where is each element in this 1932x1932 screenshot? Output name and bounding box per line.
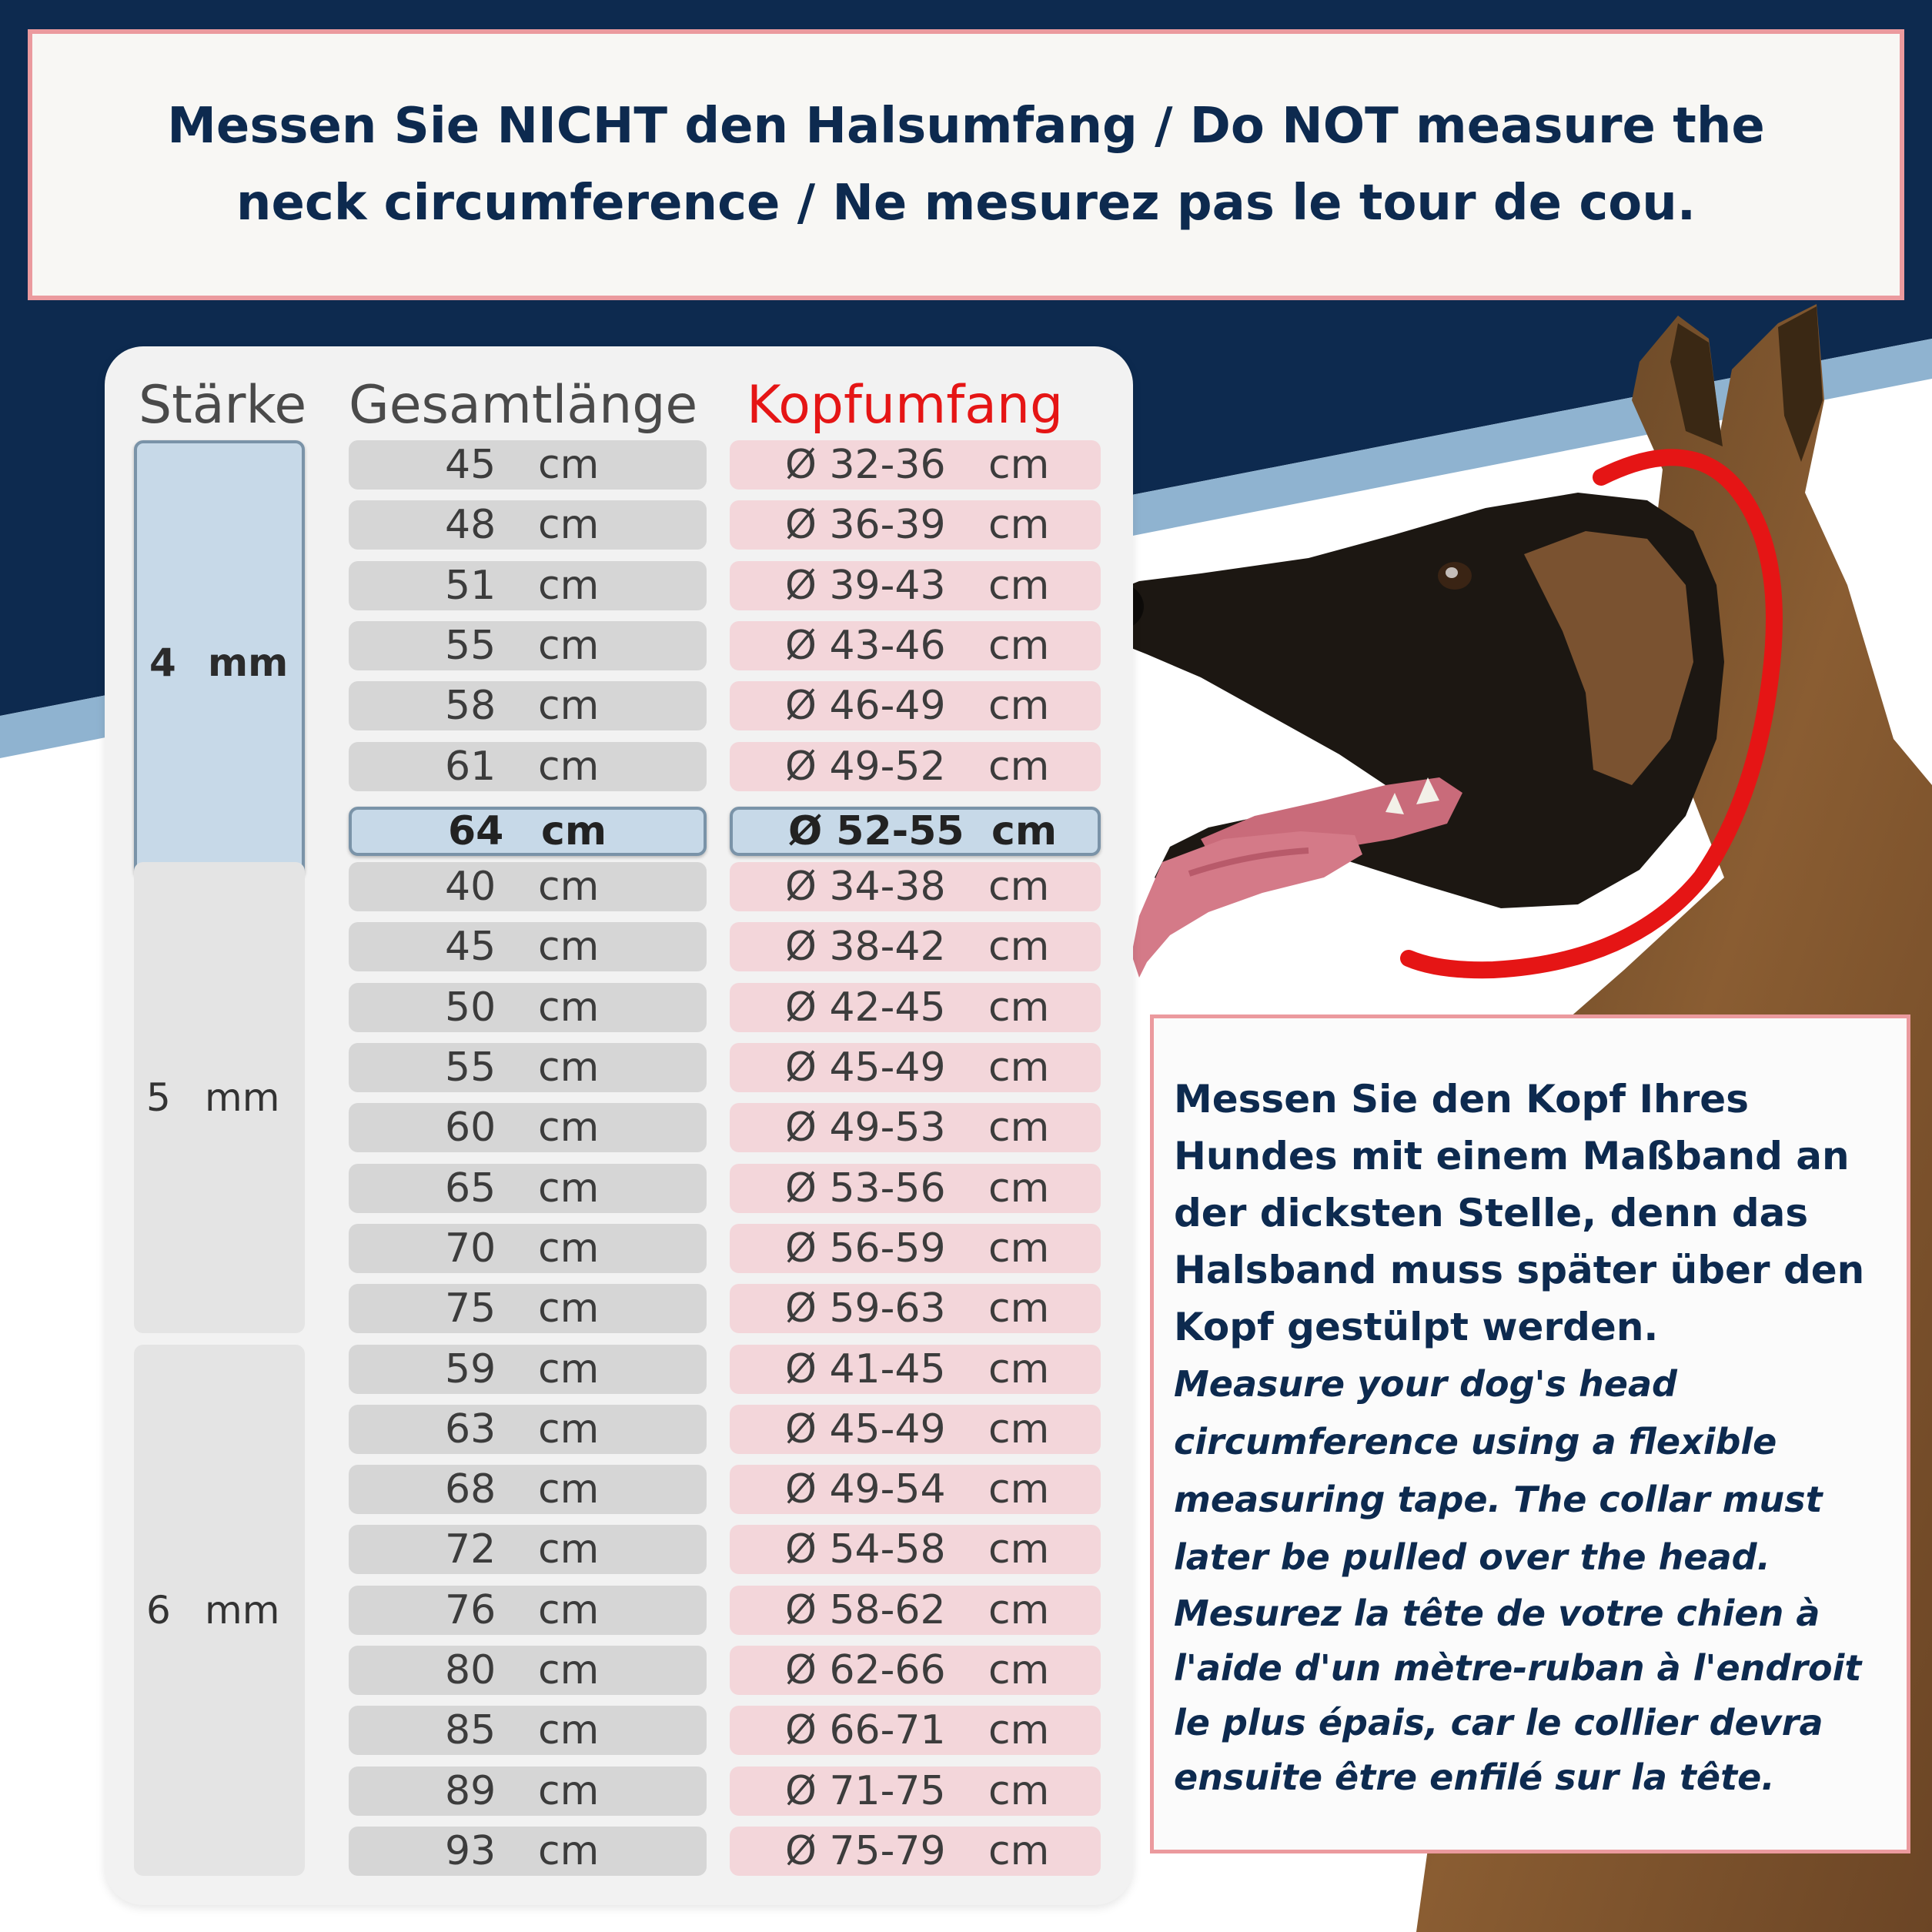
length-cell: [349, 1345, 707, 1394]
head-cell: [730, 621, 1101, 670]
length-unit: cm: [538, 864, 600, 911]
head-unit: cm: [988, 502, 1050, 549]
length-value: 89: [445, 1767, 496, 1814]
head-cell: [730, 1284, 1101, 1333]
head-range: Ø 59-63: [785, 1285, 946, 1332]
length-value: 85: [445, 1707, 496, 1754]
head-unit: cm: [988, 562, 1050, 609]
head-cell: [730, 1646, 1101, 1695]
head-unit: cm: [988, 1285, 1050, 1332]
header-strength: Stärke: [139, 375, 307, 436]
head-cell: [730, 983, 1101, 1032]
strength-group-5mm: [134, 862, 305, 1333]
length-value: 50: [445, 984, 496, 1031]
head-unit: cm: [991, 807, 1058, 854]
head-unit: cm: [988, 683, 1050, 730]
head-unit: cm: [988, 984, 1050, 1031]
head-cell: [730, 1767, 1101, 1816]
head-unit: cm: [988, 1647, 1050, 1693]
head-range: Ø 46-49: [785, 683, 946, 730]
head-cell: [730, 1706, 1101, 1755]
length-cell: [349, 922, 707, 971]
head-cell: [730, 1827, 1101, 1876]
head-range: Ø 49-53: [785, 1105, 946, 1152]
length-value: 58: [445, 683, 496, 730]
length-value: 59: [445, 1345, 496, 1392]
length-cell: [349, 500, 707, 550]
head-unit: cm: [988, 864, 1050, 911]
length-value: 64: [448, 807, 504, 854]
head-cell: [730, 807, 1101, 856]
length-cell: [349, 1525, 707, 1574]
head-cell: [730, 561, 1101, 610]
head-cell: [730, 1043, 1101, 1092]
warning-banner-text: Messen Sie NICHT den Halsumfang / Do NOT measure the neck circumference / Ne mesurez pas le tour de cou.: [167, 98, 1765, 232]
head-unit: cm: [988, 743, 1050, 790]
head-range: Ø 34-38: [785, 864, 946, 911]
head-unit: cm: [988, 924, 1050, 971]
head-cell: [730, 1103, 1101, 1152]
length-cell: [349, 440, 707, 490]
length-value: 60: [445, 1105, 496, 1152]
length-cell: [349, 1043, 707, 1092]
head-unit: cm: [988, 622, 1050, 669]
head-range: Ø 43-46: [785, 622, 946, 669]
length-unit: cm: [538, 502, 600, 549]
length-unit: cm: [538, 1285, 600, 1332]
head-cell: [730, 862, 1101, 911]
length-cell: [349, 1405, 707, 1454]
length-unit: cm: [538, 743, 600, 790]
length-value: 45: [445, 924, 496, 971]
head-unit: cm: [988, 1165, 1050, 1212]
head-range: Ø 49-52: [785, 743, 946, 790]
length-unit: cm: [538, 1827, 600, 1874]
head-range: Ø 62-66: [785, 1647, 946, 1693]
head-range: Ø 52-55: [788, 807, 964, 854]
head-unit: cm: [988, 1045, 1050, 1091]
head-unit: cm: [988, 1105, 1050, 1152]
length-cell: [349, 1103, 707, 1152]
instructions-english: Measure your dog's head circumference using a flexible measuring tape. The collar must later be pulled over the head.: [1174, 1363, 1823, 1578]
head-cell: [730, 440, 1101, 490]
head-cell: [730, 1345, 1101, 1394]
head-cell: [730, 1164, 1101, 1213]
length-unit: cm: [538, 1406, 600, 1452]
head-range: Ø 32-36: [785, 442, 946, 488]
head-range: Ø 45-49: [785, 1045, 946, 1091]
length-cell: [349, 1827, 707, 1876]
length-value: 76: [445, 1586, 496, 1633]
length-value: 65: [445, 1165, 496, 1212]
length-value: 51: [445, 562, 496, 609]
length-unit: cm: [538, 1767, 600, 1814]
length-value: 55: [445, 622, 496, 669]
length-unit: cm: [538, 622, 600, 669]
length-value: 93: [445, 1827, 496, 1874]
measuring-instructions: [1150, 1014, 1910, 1853]
length-unit: cm: [538, 1105, 600, 1152]
head-range: Ø 41-45: [785, 1345, 946, 1392]
head-unit: cm: [988, 1345, 1050, 1392]
length-value: 68: [445, 1466, 496, 1513]
length-value: 70: [445, 1225, 496, 1272]
length-value: 80: [445, 1647, 496, 1693]
length-unit: cm: [538, 984, 600, 1031]
length-cell: [349, 1164, 707, 1213]
head-cell: [730, 681, 1101, 730]
head-cell: [730, 1465, 1101, 1514]
length-cell: [349, 1586, 707, 1635]
head-unit: cm: [988, 1406, 1050, 1452]
length-unit: cm: [538, 1707, 600, 1754]
head-range: Ø 56-59: [785, 1225, 946, 1272]
length-unit: cm: [541, 807, 607, 854]
head-unit: cm: [988, 1466, 1050, 1513]
length-unit: cm: [538, 442, 600, 488]
head-range: Ø 39-43: [785, 562, 946, 609]
head-range: Ø 36-39: [785, 502, 946, 549]
length-value: 63: [445, 1406, 496, 1452]
length-value: 45: [445, 442, 496, 488]
head-range: Ø 45-49: [785, 1406, 946, 1452]
head-range: Ø 58-62: [785, 1586, 946, 1633]
strength-value: 5: [146, 1075, 171, 1121]
strength-unit: mm: [205, 1075, 280, 1121]
head-unit: cm: [988, 442, 1050, 488]
length-unit: cm: [538, 1647, 600, 1693]
head-unit: cm: [988, 1767, 1050, 1814]
length-cell: [349, 1284, 707, 1333]
head-unit: cm: [988, 1827, 1050, 1874]
length-cell: [349, 862, 707, 911]
header-total-length: Gesamtlänge: [349, 375, 698, 436]
head-cell: [730, 500, 1101, 550]
instructions-german: Messen Sie den Kopf Ihres Hundes mit einem Maßband an der dicksten Stelle, denn das Halsband muss später über den Kopf gestülpt werden.: [1174, 1077, 1865, 1349]
head-cell: [730, 1525, 1101, 1574]
length-cell: [349, 681, 707, 730]
header-head-circumference: Kopfumfang: [747, 375, 1064, 436]
strength-value: 6: [146, 1587, 171, 1633]
length-unit: cm: [538, 1165, 600, 1212]
head-unit: cm: [988, 1586, 1050, 1633]
length-value: 61: [445, 743, 496, 790]
strength-value: 4: [149, 640, 176, 685]
head-range: Ø 38-42: [785, 924, 946, 971]
head-unit: cm: [988, 1707, 1050, 1754]
length-value: 75: [445, 1285, 496, 1332]
length-cell: [349, 1465, 707, 1514]
head-range: Ø 49-54: [785, 1466, 946, 1513]
head-cell: [730, 1224, 1101, 1273]
head-cell: [730, 1405, 1101, 1454]
strength-group-6mm: [134, 1345, 305, 1876]
length-cell: [349, 807, 707, 856]
head-range: Ø 66-71: [785, 1707, 946, 1754]
instructions-french: Mesurez la tête de votre chien à l'aide d'un mètre-ruban à l'endroit le plus épais, car le collier devra ensuite être enfilé sur la tête.: [1174, 1593, 1862, 1798]
length-cell: [349, 1646, 707, 1695]
strength-unit: mm: [205, 1587, 280, 1633]
length-value: 72: [445, 1526, 496, 1573]
head-cell: [730, 922, 1101, 971]
head-range: Ø 42-45: [785, 984, 946, 1031]
length-cell: [349, 1224, 707, 1273]
head-range: Ø 75-79: [785, 1827, 946, 1874]
head-unit: cm: [988, 1225, 1050, 1272]
length-cell: [349, 1767, 707, 1816]
length-value: 40: [445, 864, 496, 911]
length-unit: cm: [538, 1586, 600, 1633]
length-unit: cm: [538, 924, 600, 971]
head-cell: [730, 742, 1101, 791]
head-range: Ø 71-75: [785, 1767, 946, 1814]
length-cell: [349, 621, 707, 670]
length-unit: cm: [538, 1225, 600, 1272]
strength-group-4mm: [134, 440, 305, 879]
length-unit: cm: [538, 1466, 600, 1513]
strength-unit: mm: [208, 640, 289, 685]
head-range: Ø 53-56: [785, 1165, 946, 1212]
length-cell: [349, 983, 707, 1032]
head-unit: cm: [988, 1526, 1050, 1573]
length-value: 48: [445, 502, 496, 549]
head-range: Ø 54-58: [785, 1526, 946, 1573]
length-cell: [349, 742, 707, 791]
length-cell: [349, 1706, 707, 1755]
length-unit: cm: [538, 1526, 600, 1573]
length-cell: [349, 561, 707, 610]
length-unit: cm: [538, 1345, 600, 1392]
length-unit: cm: [538, 1045, 600, 1091]
head-cell: [730, 1586, 1101, 1635]
length-unit: cm: [538, 683, 600, 730]
length-value: 55: [445, 1045, 496, 1091]
warning-banner: [28, 29, 1904, 300]
length-unit: cm: [538, 562, 600, 609]
